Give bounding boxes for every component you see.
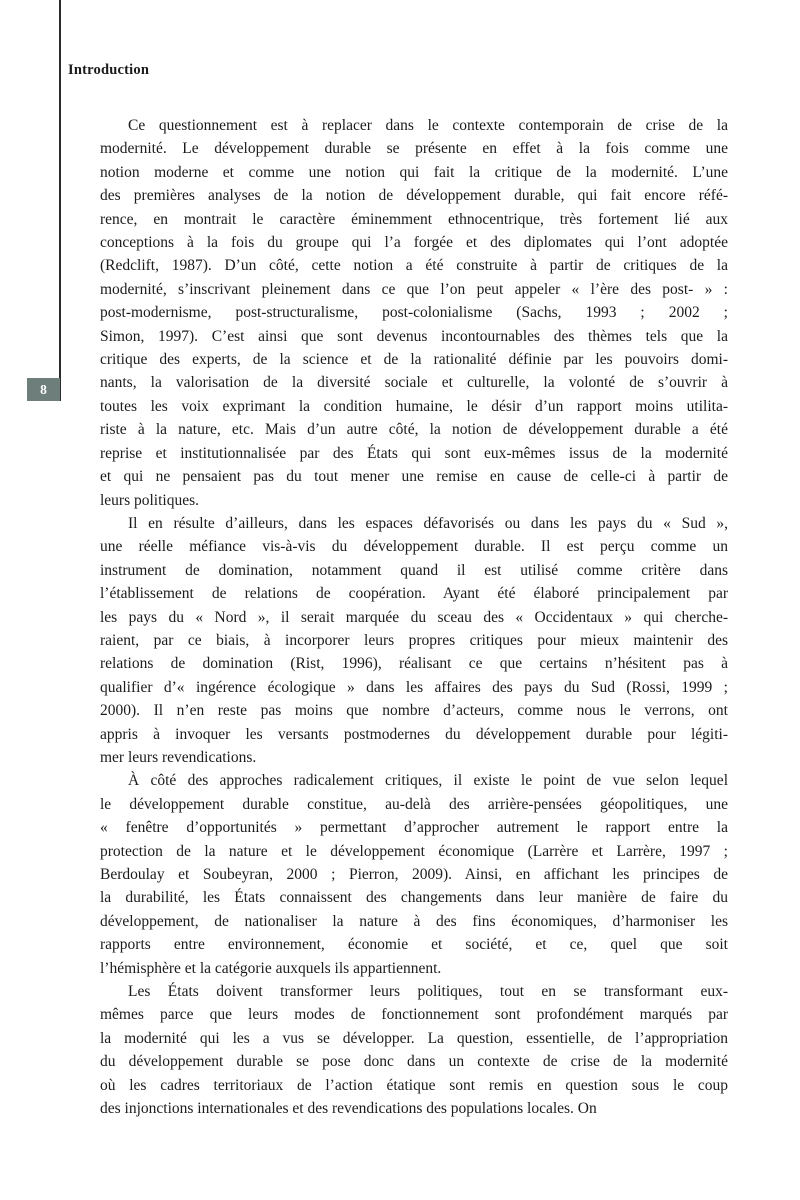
- text-line: 2000). Il n’en reste pas moins que nombre d’acteurs, comme nous le verrons, ont: [100, 702, 728, 720]
- text-line: appris à invoquer les versants postmodernes du développement durable pour légiti-: [100, 725, 728, 743]
- text-line: la durabilité, les États connaissent des changements dans leur manière de faire du: [100, 889, 728, 907]
- paragraph: [100, 980, 728, 1120]
- text-line: modernité. Le développement durable se présente en effet à la fois comme une: [100, 140, 728, 158]
- text-line: des premières analyses de la notion de développement durable, qui fait encore réfé-: [100, 187, 728, 205]
- text-line: riste à la nature, etc. Mais d’un autre côté, la notion de développement durable a été: [100, 421, 728, 439]
- text-line: Berdoulay et Soubeyran, 2000 ; Pierron, 2009). Ainsi, en affichant les principes de: [100, 866, 728, 883]
- text-line: À côté des approches radicalement critiques, il existe le point de vue selon lequel: [128, 772, 728, 790]
- text-line: Les États doivent transformer leurs politiques, tout en se transformant eux-: [128, 983, 728, 1001]
- paragraph: [100, 114, 728, 512]
- text-line: qualifier d’« ingérence écologique » dans les affaires des pays du Sud (Rossi, 1999 ;: [100, 678, 728, 696]
- text-line: Simon, 1997). C’est ainsi que sont devenus incontournables des thèmes tels que la: [100, 327, 728, 345]
- text-line: une réelle méfiance vis-à-vis du développement durable. Il est perçu comme un: [100, 538, 728, 556]
- text-line: du développement durable se pose donc dans un contexte de crise de la modernité: [100, 1053, 728, 1071]
- text-line: Ce questionnement est à replacer dans le contexte contemporain de crise de la: [128, 117, 728, 134]
- text-line: mêmes parce que leurs modes de fonctionnement sont profondément marqués par: [100, 1006, 728, 1024]
- text-line: relations de domination (Rist, 1996), réalisant ce que certains n’hésitent pas à: [100, 655, 728, 673]
- paragraph: [100, 769, 728, 980]
- text-line: le développement durable constitue, au-delà des arrière-pensées géopolitiques, une: [100, 795, 728, 813]
- text-line: (Redclift, 1987). D’un côté, cette notion a été construite à partir de critiques de la: [100, 257, 728, 275]
- page-number: 8: [40, 381, 47, 397]
- text-line: « fenêtre d’opportunités » permettant d’approcher autrement le rapport entre la: [100, 819, 728, 837]
- page-number-badge: [27, 378, 60, 401]
- text-line: mer leurs revendications.: [100, 748, 257, 766]
- text-line: critique des experts, de la science et de la rationalité définie par les pouvoirs domi-: [100, 351, 728, 369]
- text-line: protection de la nature et le développement économique (Larrère et Larrère, 1997 ;: [100, 842, 728, 860]
- text-line: toutes les voix exprimant la condition humaine, le désir d’un rapport moins utilita-: [100, 397, 728, 415]
- text-line: modernité, s’inscrivant pleinement dans ce que l’on peut appeler « l’ère des post- » :: [100, 280, 728, 298]
- margin-rule: [59, 0, 61, 401]
- body-text: [100, 114, 728, 1120]
- text-line: des injonctions internationales et des revendications des populations locales. On: [100, 1100, 597, 1118]
- text-line: où les cadres territoriaux de l’action étatique sont remis en question sous le coup: [100, 1076, 728, 1094]
- text-line: la modernité qui les a vus se développer. La question, essentielle, de l’appropriation: [100, 1029, 728, 1047]
- paragraph: [100, 512, 728, 769]
- text-line: rence, en montrait le caractère éminemment ethnocentrique, très fortement lié aux: [100, 210, 728, 228]
- text-line: post-modernisme, post-structuralisme, post-colonialisme (Sachs, 1993 ; 2002 ;: [100, 304, 728, 322]
- text-line: conceptions à la fois du groupe qui l’a forgée et des diplomates qui l’ont adoptée: [100, 234, 728, 252]
- text-line: les pays du « Nord », il serait marquée du sceau des « Occidentaux » qui cherche-: [100, 608, 728, 626]
- text-line: et qui ne pensaient pas du tout mener une remise en cause de celle-ci à partir de: [100, 468, 728, 486]
- running-header: Introduction: [68, 62, 150, 78]
- text-line: notion moderne et comme une notion qui fait la critique de la modernité. L’une: [100, 163, 728, 181]
- text-line: rapports entre environnement, économie et société, et ce, quel que soit: [100, 936, 728, 954]
- text-line: nants, la valorisation de la diversité sociale et culturelle, la volonté de s’ouvrir à: [100, 374, 728, 392]
- text-line: développement, de nationaliser la nature à des fins économiques, d’harmoniser les: [100, 912, 728, 930]
- text-line: l’hémisphère et la catégorie auxquels ils appartiennent.: [100, 959, 442, 977]
- text-line: reprise et institutionnalisée par des États qui sont eux-mêmes issus de la modernité: [100, 444, 728, 462]
- text-line: Il en résulte d’ailleurs, dans les espaces défavorisés ou dans les pays du « Sud »,: [128, 514, 728, 532]
- text-line: l’établissement de relations de coopération. Ayant été élaboré principalement par: [100, 585, 728, 603]
- text-line: leurs politiques.: [100, 491, 200, 509]
- text-line: raient, par ce biais, à incorporer leurs propres critiques pour mieux maintenir des: [100, 631, 728, 649]
- text-line: instrument de domination, notamment quand il est utilisé comme critère dans: [100, 561, 728, 579]
